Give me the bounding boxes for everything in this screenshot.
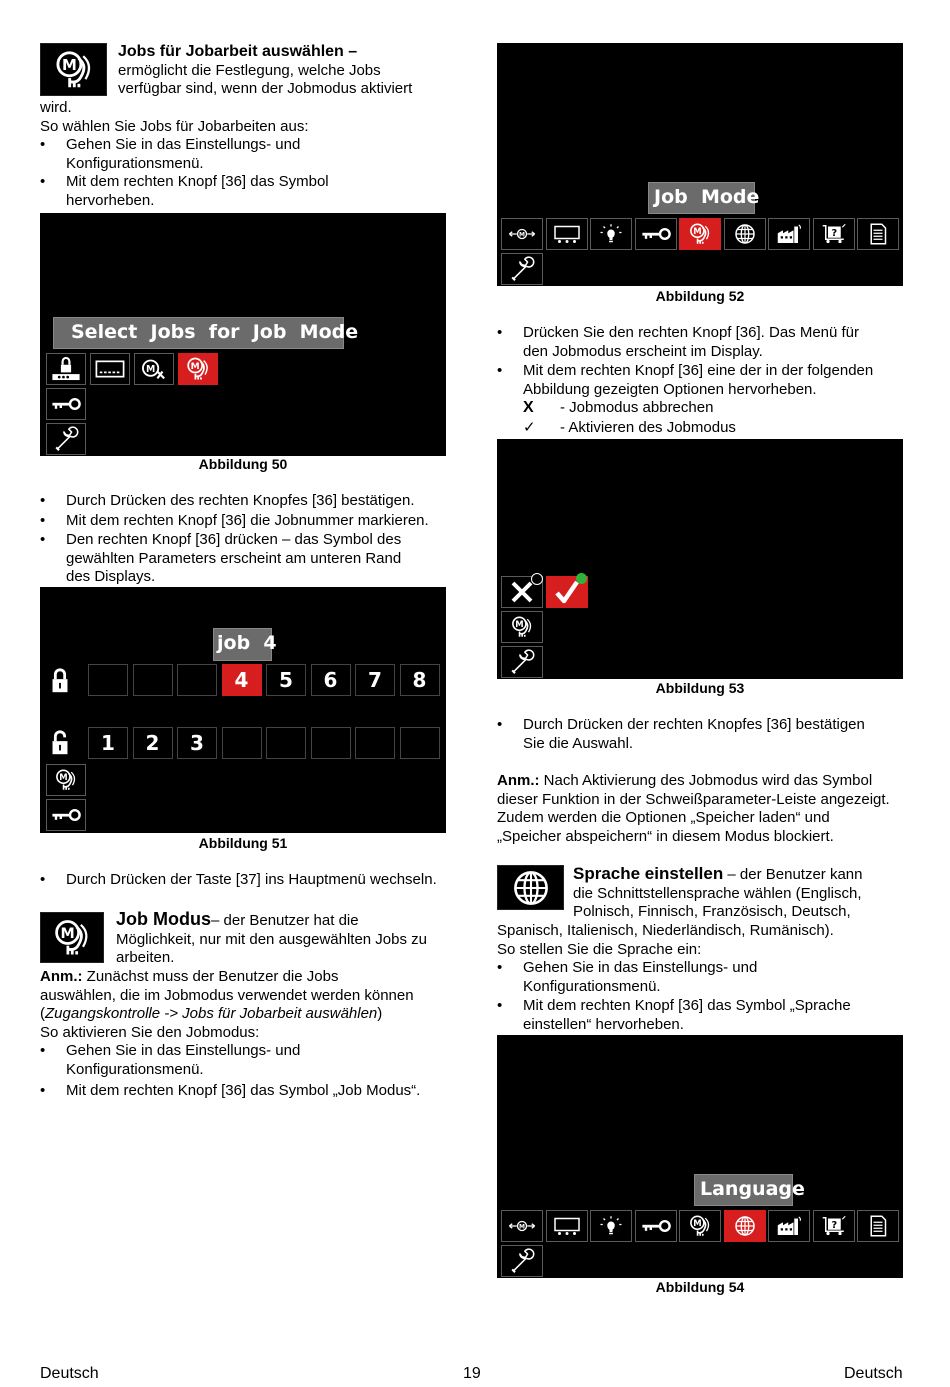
list-item: • Drücken Sie den rechten Knopf [36]. Das Menü für den Jobmodus erscheint im Display. — [497, 324, 860, 360]
figure-54-screen — [497, 1035, 903, 1278]
list-item: • Mit dem rechten Knopf [36] das Symbol „Sprache einstellen“ hervorheben. — [497, 997, 851, 1033]
text-span: – der Benutzer kann — [723, 866, 863, 883]
factory-icon — [768, 1210, 810, 1242]
figure-51-screen — [40, 587, 446, 833]
text-line: die Schnittstellensprache wählen (Englisch, — [573, 884, 862, 902]
key-icon — [635, 1210, 677, 1242]
job-empty-cell — [400, 727, 440, 759]
globe-icon — [497, 865, 564, 910]
display-dots-icon — [546, 218, 588, 250]
active-check-badge — [576, 573, 587, 584]
list-item: • Durch Drücken der Taste [37] ins Hauptmenü wechseln. — [40, 871, 437, 888]
display-dots-icon — [90, 353, 130, 385]
job-empty-cell — [177, 664, 217, 696]
figure-caption: Abbildung 53 — [655, 680, 745, 696]
footer-language-right: Deutsch — [844, 1365, 903, 1382]
screen-label: Select Jobs for Job Mode — [53, 317, 344, 349]
list-item: • Gehen Sie in das Einstellungs- und Konfigurationsmenü. — [40, 1042, 301, 1078]
job-number-cell: 2 — [133, 727, 173, 759]
lock-icon — [46, 667, 74, 700]
text-line: So stellen Sie die Sprache ein: — [497, 940, 702, 958]
memory-hand-icon — [46, 764, 86, 796]
wrench-icon — [501, 253, 543, 285]
selection-dot — [531, 573, 543, 585]
job-empty-cell — [88, 664, 128, 696]
list-item: • Gehen Sie in das Einstellungs- und Konfigurationsmenü. — [497, 959, 758, 995]
list-item: • Gehen Sie in das Einstellungs- und Konfigurationsmenü. — [40, 136, 301, 172]
key-icon — [635, 218, 677, 250]
section-title-sprache: Sprache einstellen — [573, 864, 724, 883]
page-number: 19 — [463, 1365, 481, 1382]
key-icon — [46, 799, 86, 831]
text-line: So aktivieren Sie den Jobmodus: — [40, 1023, 260, 1041]
text-line: Spanisch, Italienisch, Niederländisch, Rumänisch). — [497, 922, 834, 939]
text-line: dieser Funktion in der Schweißparameter-Leiste angezeigt. — [497, 790, 890, 808]
option-text: - Jobmodus abbrechen — [560, 399, 714, 417]
cart-question-icon — [813, 1210, 855, 1242]
text-span: ) — [377, 1005, 383, 1023]
wrench-icon — [501, 1245, 543, 1277]
figure-52-screen — [497, 43, 903, 286]
figure-53-screen — [497, 439, 903, 679]
list-item: • Durch Drücken des rechten Knopfes [36] bestätigen. — [40, 492, 415, 509]
text-line: arbeiten. — [116, 949, 175, 967]
lock-dots-icon — [46, 353, 86, 385]
text-line: verfügbar sind, wenn der Jobmodus aktiviert — [118, 80, 413, 98]
memory-hand-icon — [501, 611, 543, 643]
text-line: So wählen Sie Jobs für Jobarbeiten aus: — [40, 117, 309, 135]
globe-icon — [724, 1210, 766, 1242]
job-number-cell: 7 — [355, 664, 395, 696]
memory-hand-icon — [178, 353, 218, 385]
job-number-cell: 3 — [177, 727, 217, 759]
cart-question-icon — [813, 218, 855, 250]
job-empty-cell — [266, 727, 306, 759]
text-span: ( — [40, 1005, 45, 1023]
unlock-icon — [46, 729, 74, 762]
text-span: Zunächst muss der Benutzer die Jobs — [82, 968, 339, 985]
list-item: • Mit dem rechten Knopf [36] eine der in der folgenden Abbildung gezeigten Optionen hervorheben. — [497, 362, 874, 398]
note-label: Anm.: — [497, 772, 540, 789]
note-label: Anm.: — [40, 968, 83, 985]
text-line: Polnisch, Finnisch, Französisch, Deutsch, — [573, 903, 851, 921]
text-line: auswählen, die im Jobmodus verwendet werden können — [40, 986, 414, 1004]
memory-hand-icon — [40, 43, 107, 96]
footer-language-left: Deutsch — [40, 1365, 99, 1382]
job-empty-cell — [133, 664, 173, 696]
job-number-cell: 4 — [222, 664, 262, 696]
memory-tag-icon — [134, 353, 174, 385]
wrench-icon — [501, 646, 543, 678]
job-number-cell: 1 — [88, 727, 128, 759]
option-text: - Aktivieren des Jobmodus — [560, 419, 736, 437]
text-line: Möglichkeit, nur mit den ausgewählten Jobs zu — [116, 930, 428, 948]
document-icon — [857, 218, 899, 250]
list-item: • Mit dem rechten Knopf [36] das Symbol hervorheben. — [40, 173, 329, 209]
key-icon — [46, 388, 86, 420]
figure-caption: Abbildung 50 — [198, 456, 288, 472]
bulb-icon — [590, 218, 632, 250]
wrench-icon — [46, 423, 86, 455]
memory-hand-icon — [679, 1210, 721, 1242]
document-icon — [857, 1210, 899, 1242]
list-item: • Durch Drücken der rechten Knopfes [36] bestätigen Sie die Auswahl. — [497, 716, 865, 752]
job-number-cell: 6 — [311, 664, 351, 696]
text-span: Nach Aktivierung des Jobmodus wird das Symbol — [539, 772, 873, 789]
list-item: • Mit dem rechten Knopf [36] die Jobnummer markieren. — [40, 511, 429, 529]
factory-icon — [768, 218, 810, 250]
text-line: Zudem werden die Optionen „Speicher laden“ und — [497, 809, 830, 827]
screen-label: Language — [694, 1174, 793, 1206]
text-line: „Speicher abspeichern“ in diesem Modus blockiert. — [497, 827, 834, 845]
list-item: • Den rechten Knopf [36] drücken – das Symbol des gewählten Parameters erscheint am unteren Rand des Displays. — [40, 531, 402, 586]
arrows-m-icon — [501, 1210, 543, 1242]
figure-caption: Abbildung 51 — [198, 835, 288, 851]
option-x-symbol: X — [523, 399, 534, 417]
text-span: – der Benutzer hat die — [211, 912, 359, 929]
screen-label: Job Mode — [648, 182, 755, 214]
job-empty-cell — [311, 727, 351, 759]
section-title-select-jobs: Jobs für Jobarbeit auswählen – — [118, 43, 358, 60]
list-item: • Mit dem rechten Knopf [36] das Symbol „Job Modus“. — [40, 1081, 421, 1099]
globe-icon — [724, 218, 766, 250]
figure-caption: Abbildung 52 — [655, 288, 745, 304]
figure-caption: Abbildung 54 — [655, 1279, 745, 1295]
arrows-m-icon — [501, 218, 543, 250]
job-empty-cell — [222, 727, 262, 759]
memory-hand-icon — [40, 912, 104, 963]
bulb-icon — [590, 1210, 632, 1242]
job-number-cell: 5 — [266, 664, 306, 696]
text-line: wird. — [40, 99, 72, 116]
figure-50-screen — [40, 213, 446, 456]
text-line: ermöglicht die Festlegung, welche Jobs — [118, 61, 381, 79]
text-span: Zugangskontrolle -> Jobs für Jobarbeit auswählen — [45, 1005, 378, 1023]
memory-hand-icon — [679, 218, 721, 250]
option-check-symbol: ✓ — [523, 419, 536, 437]
screen-label: job 4 — [213, 628, 272, 661]
section-title-job-modus: Job Modus — [116, 909, 211, 929]
display-dots-icon — [546, 1210, 588, 1242]
job-number-cell: 8 — [400, 664, 440, 696]
job-empty-cell — [355, 727, 395, 759]
